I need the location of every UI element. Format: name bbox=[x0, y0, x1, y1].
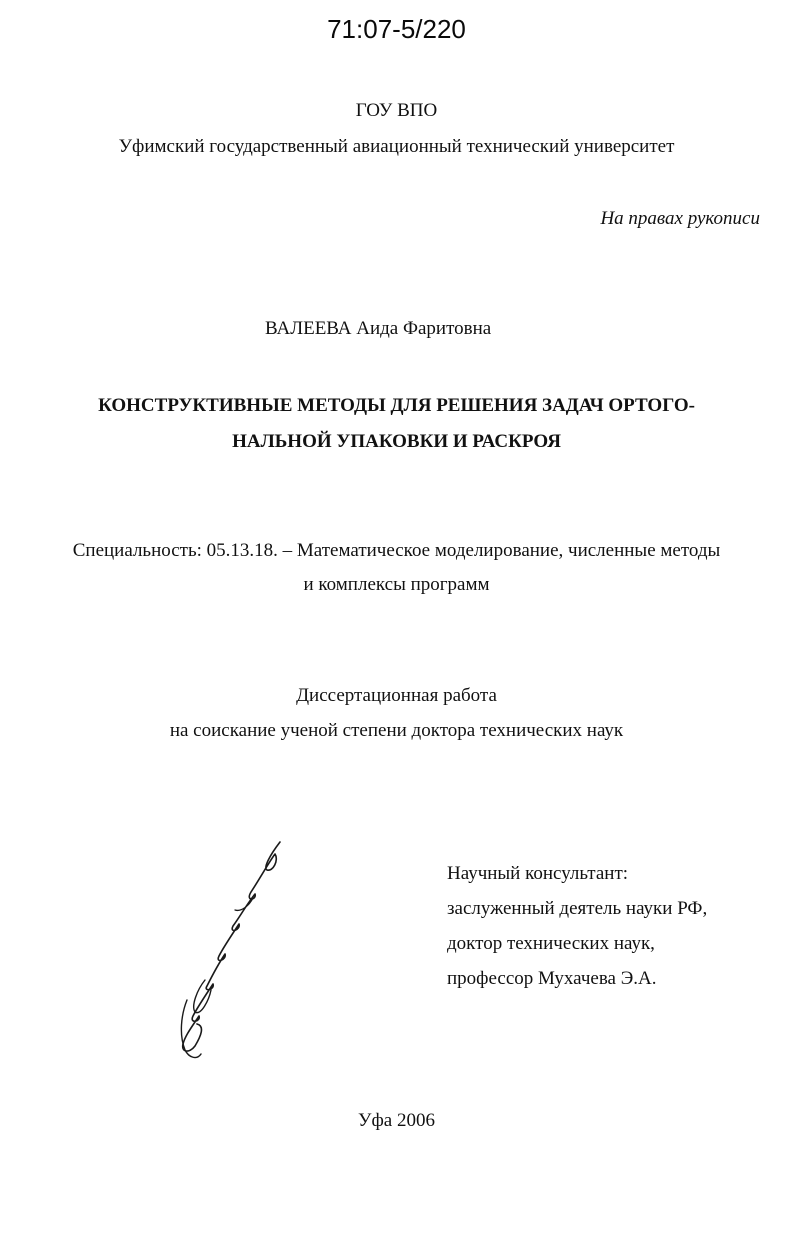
thesis-title-line-1: КОНСТРУКТИВНЫЕ МЕТОДЫ ДЛЯ РЕШЕНИЯ ЗАДАЧ ОРТОГО- bbox=[98, 395, 695, 416]
thesis-title bbox=[40, 388, 753, 460]
consultant-line-1: Научный консультант: bbox=[447, 863, 629, 884]
specialty-line-1: Специальность: 05.13.18. – Математическое моделирование, численные методы bbox=[72, 540, 721, 561]
specialty bbox=[40, 534, 753, 602]
call-number: 71:07-5/220 bbox=[327, 14, 466, 44]
consultant-line-4: профессор Мухачева Э.А. bbox=[447, 968, 657, 989]
scientific-consultant bbox=[447, 856, 707, 996]
author-name: ВАЛЕЕВА Аида Фаритовна bbox=[265, 318, 492, 339]
thesis-type bbox=[0, 678, 793, 748]
manuscript-note: На правах рукописи bbox=[600, 208, 760, 229]
author-signature bbox=[175, 840, 300, 1065]
thesis-type-line-2: на соискание ученой степени доктора технических наук bbox=[169, 720, 624, 741]
specialty-line-2: и комплексы программ bbox=[303, 574, 490, 595]
thesis-title-line-2: НАЛЬНОЙ УПАКОВКИ И РАСКРОЯ bbox=[232, 431, 561, 452]
consultant-line-3: доктор технических наук, bbox=[447, 933, 655, 954]
thesis-type-line-1: Диссертационная работа bbox=[296, 685, 497, 706]
organization-type: ГОУ ВПО bbox=[355, 100, 438, 121]
consultant-line-2: заслуженный деятель науки РФ, bbox=[447, 898, 708, 919]
university-name: Уфимский государственный авиационный технический университет bbox=[118, 136, 675, 157]
place-and-year: Уфа 2006 bbox=[358, 1110, 435, 1131]
